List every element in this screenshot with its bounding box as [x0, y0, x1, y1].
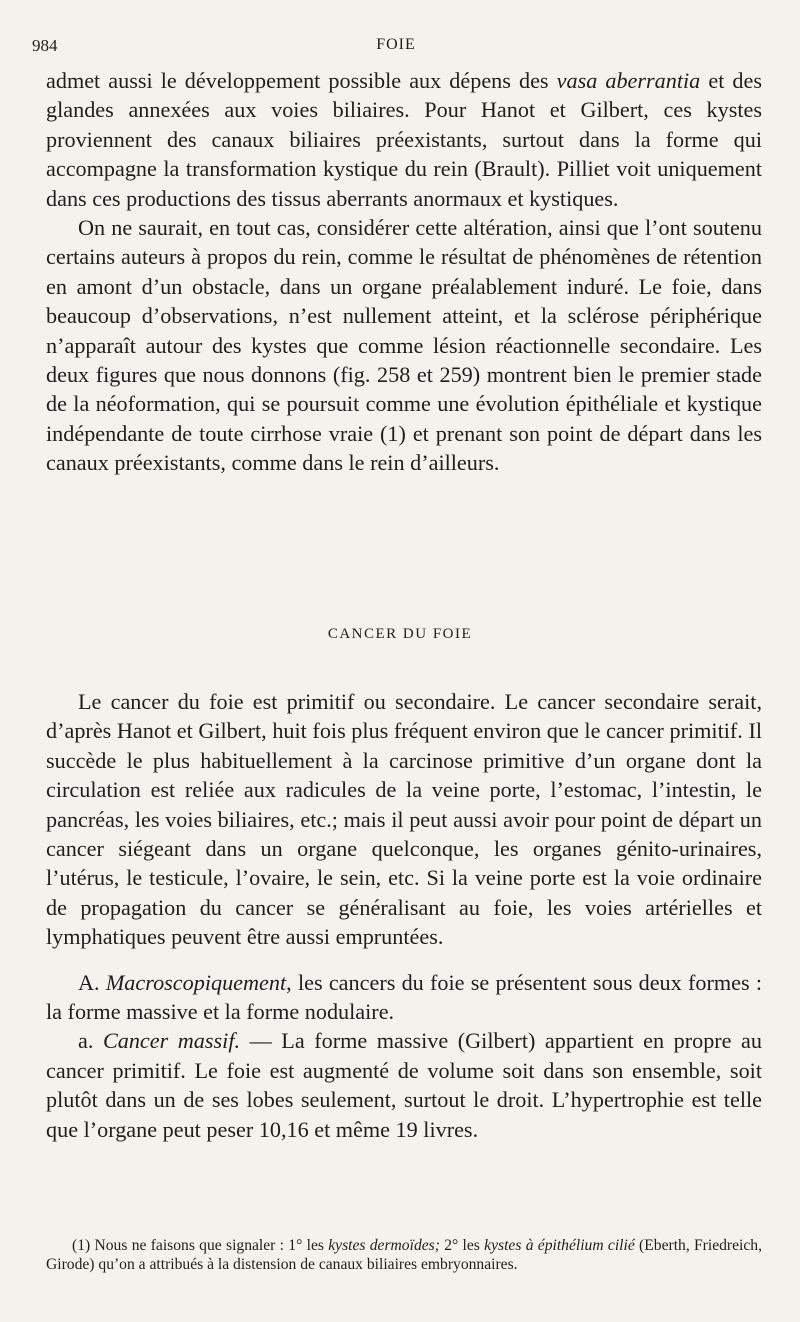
italic-heading: Macroscopiquement — [105, 969, 287, 995]
italic-heading: Cancer massif. — [102, 1028, 241, 1054]
paragraph: On ne saurait, en tout cas, considérer cette altération, ainsi que l’ont soutenu certains auteurs à propos du rein, comme le résultat de phénomènes de rétention en amont d’un obstacle, dans un organe préalablement induré. Le foie, dans beaucoup d’observations, n’est nullement atteint, et la sclérose périphérique n’apparaît autour des kystes que comme lésion réactionnelle secondaire. Les deux figures que nous donnons (fig. 258 et 259) montrent bien le premier stade de la néoformation, qui se poursuit comme une évolution épithéliale et kystique indépendante de toute cirrhose vraie (1) et prenant son point de départ dans les canaux préexistants, comme dans le rein d’ailleurs. — [46, 215, 762, 476]
italic-term: vasa aberrantia — [556, 68, 701, 93]
paragraph: Le cancer du foie est primitif ou secondaire. Le cancer secondaire serait, d’après Hanot et Gilbert, huit fois plus fréquent environ que le cancer primitif. Il succède le plus habituellement à la carcinose primitive d’un organe dont la circulation est reliée aux radicules de la veine porte, l’estomac, l’intestin, le pancréas, les voies biliaires, etc.; mais il peut aussi avoir pour point de départ un cancer siégeant dans un organe quelconque, les organes génito-urinaires, l’utérus, le testicule, l’ovaire, le sein, etc. Si la veine porte est la voie ordinaire de propagation du cancer se généralisant au foie, les voies artérielles et lymphatiques peuvent être aussi empruntées. — [46, 689, 762, 950]
paragraph-continued — [46, 66, 762, 213]
running-head: FOIE — [376, 36, 416, 53]
paragraph-text: , les cancers du foie se présentent sous deux formes : la forme massive et la forme nodulaire. — [46, 969, 763, 1025]
page-header — [32, 36, 760, 60]
paragraph-cancer-massif — [46, 1026, 762, 1144]
paragraph-label: A. — [78, 969, 106, 995]
footnote — [46, 1236, 762, 1274]
paragraph-text: — La forme massive (Gilbert) appartient en propre au cancer primitif. Le foie est augmenté de volume soit dans son ensemble, soit plutôt dans un de ses lobes seulement, surtout le droit. L’hypertrophie est telle que l’organe peut peser 10,16 et même 19 livres. — [46, 1028, 762, 1142]
footnote-italic: kystes dermoïdes; — [328, 1237, 440, 1254]
footnote-text — [46, 1236, 762, 1274]
text-block-top — [46, 66, 762, 478]
paragraph-text: et des glandes annexées aux voies biliaires. Pour Hanot et Gilbert, ces kystes proviennent des canaux biliaires préexistants, surtout dans la forme qui accompagne la transformation kystique du rein (Brault). Pilliet voit uniquement dans ces productions des tissus aberrants anormaux et kystiques. — [46, 68, 763, 211]
footnote-part: (1) Nous ne faisons que signaler : 1° les — [72, 1237, 329, 1254]
footnote-part: (Eberth, Friedreich, Girode) qu’on a attribués à la distension de canaux biliaires embryonnaires. — [46, 1237, 762, 1273]
footnote-italic: kystes à épithélium cilié — [484, 1237, 635, 1254]
page-number: 984 — [32, 36, 58, 55]
paragraph-label: a. — [78, 1028, 103, 1054]
text-block-cancer — [46, 687, 762, 1144]
paragraph-macroscopic — [46, 968, 762, 1027]
paragraph-text: admet aussi le développement possible aux dépens des — [46, 68, 557, 93]
footnote-part: 2° les — [439, 1237, 485, 1254]
section-title: CANCER DU FOIE — [327, 626, 473, 642]
